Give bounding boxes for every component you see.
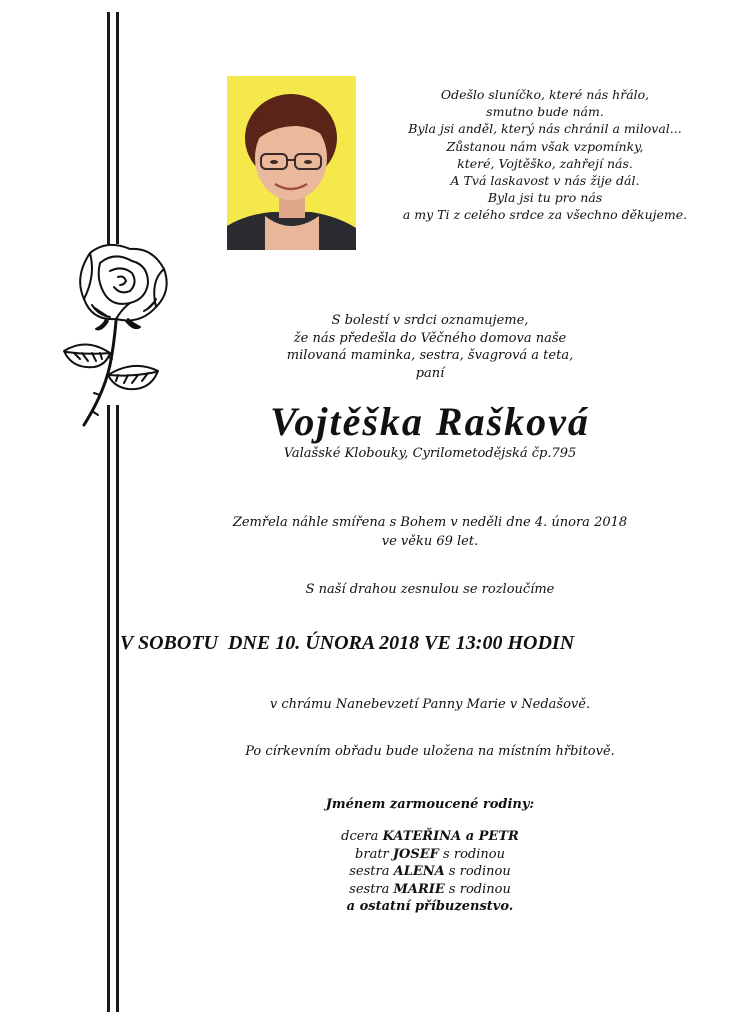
death-info: [140, 513, 720, 551]
death-line: Zemřela náhle smířena s Bohem v neděli dne 4. února 2018: [232, 515, 628, 530]
funeral-location: v chrámu Nanebevzetí Panny Marie v Nedašově.: [269, 697, 591, 712]
death-line: ve věku 69 let.: [381, 534, 479, 549]
portrait-photo: [227, 76, 356, 250]
family-title: Jménem zarmoucené rodiny:: [325, 797, 535, 812]
family-member: a ostatní příbuzenstvo.: [346, 899, 514, 915]
poem-line: které, Vojtěško, zahřejí nás.: [457, 155, 633, 171]
deceased-address: Valašské Klobouky, Cyrilometodějská čp.795: [283, 446, 577, 461]
intro-line: paní: [415, 365, 445, 381]
family-member: bratr JOSEF s rodinou: [355, 846, 505, 862]
poem-line: Zůstanou nám však vzpomínky,: [446, 138, 644, 154]
poem-line: a my Ti z celého srdce za všechno děkujeme.: [402, 207, 688, 223]
announcement-intro: [140, 312, 720, 382]
poem-line: Odešlo sluníčko, které nás hřálo,: [440, 87, 650, 102]
family-member: sestra ALENA s rodinou: [349, 864, 511, 880]
poem: [395, 86, 695, 224]
poem-line: smutno bude nám.: [486, 104, 604, 120]
frame-line-outer-top: [107, 12, 110, 244]
intro-line: milovaná maminka, sestra, švagrová a teta,: [286, 348, 574, 363]
frame-line-outer-bottom: [107, 405, 110, 1012]
frame-line-inner-top: [116, 12, 119, 244]
family-member: sestra MARIE s rodinou: [349, 881, 511, 897]
deceased-name: Vojtěška Rašková: [270, 399, 590, 444]
intro-line: S bolestí v srdci oznamujeme,: [331, 313, 529, 328]
frame-line-inner-bottom: [116, 405, 119, 1012]
family-member: dcera KATEŘINA a PETR: [341, 829, 519, 844]
poem-line: Byla jsi tu pro nás: [487, 190, 603, 206]
funeral-date: V SOBOTU DNE 10. ÚNORA 2018 VE 13:00 HODIN: [120, 632, 575, 654]
intro-line: že nás předešla do Věčného domova naše: [293, 330, 567, 346]
poem-line: A Tvá laskavost v nás žije dál.: [450, 173, 640, 189]
portrait-illustration: [227, 76, 356, 250]
family-list: [140, 828, 720, 916]
farewell-intro: S naší drahou zesnulou se rozloučíme: [305, 582, 555, 597]
poem-line: Byla jsi anděl, který nás chránil a miloval...: [408, 121, 682, 137]
burial-info: Po církevním obřadu bude uložena na místním hřbitově.: [245, 744, 615, 759]
